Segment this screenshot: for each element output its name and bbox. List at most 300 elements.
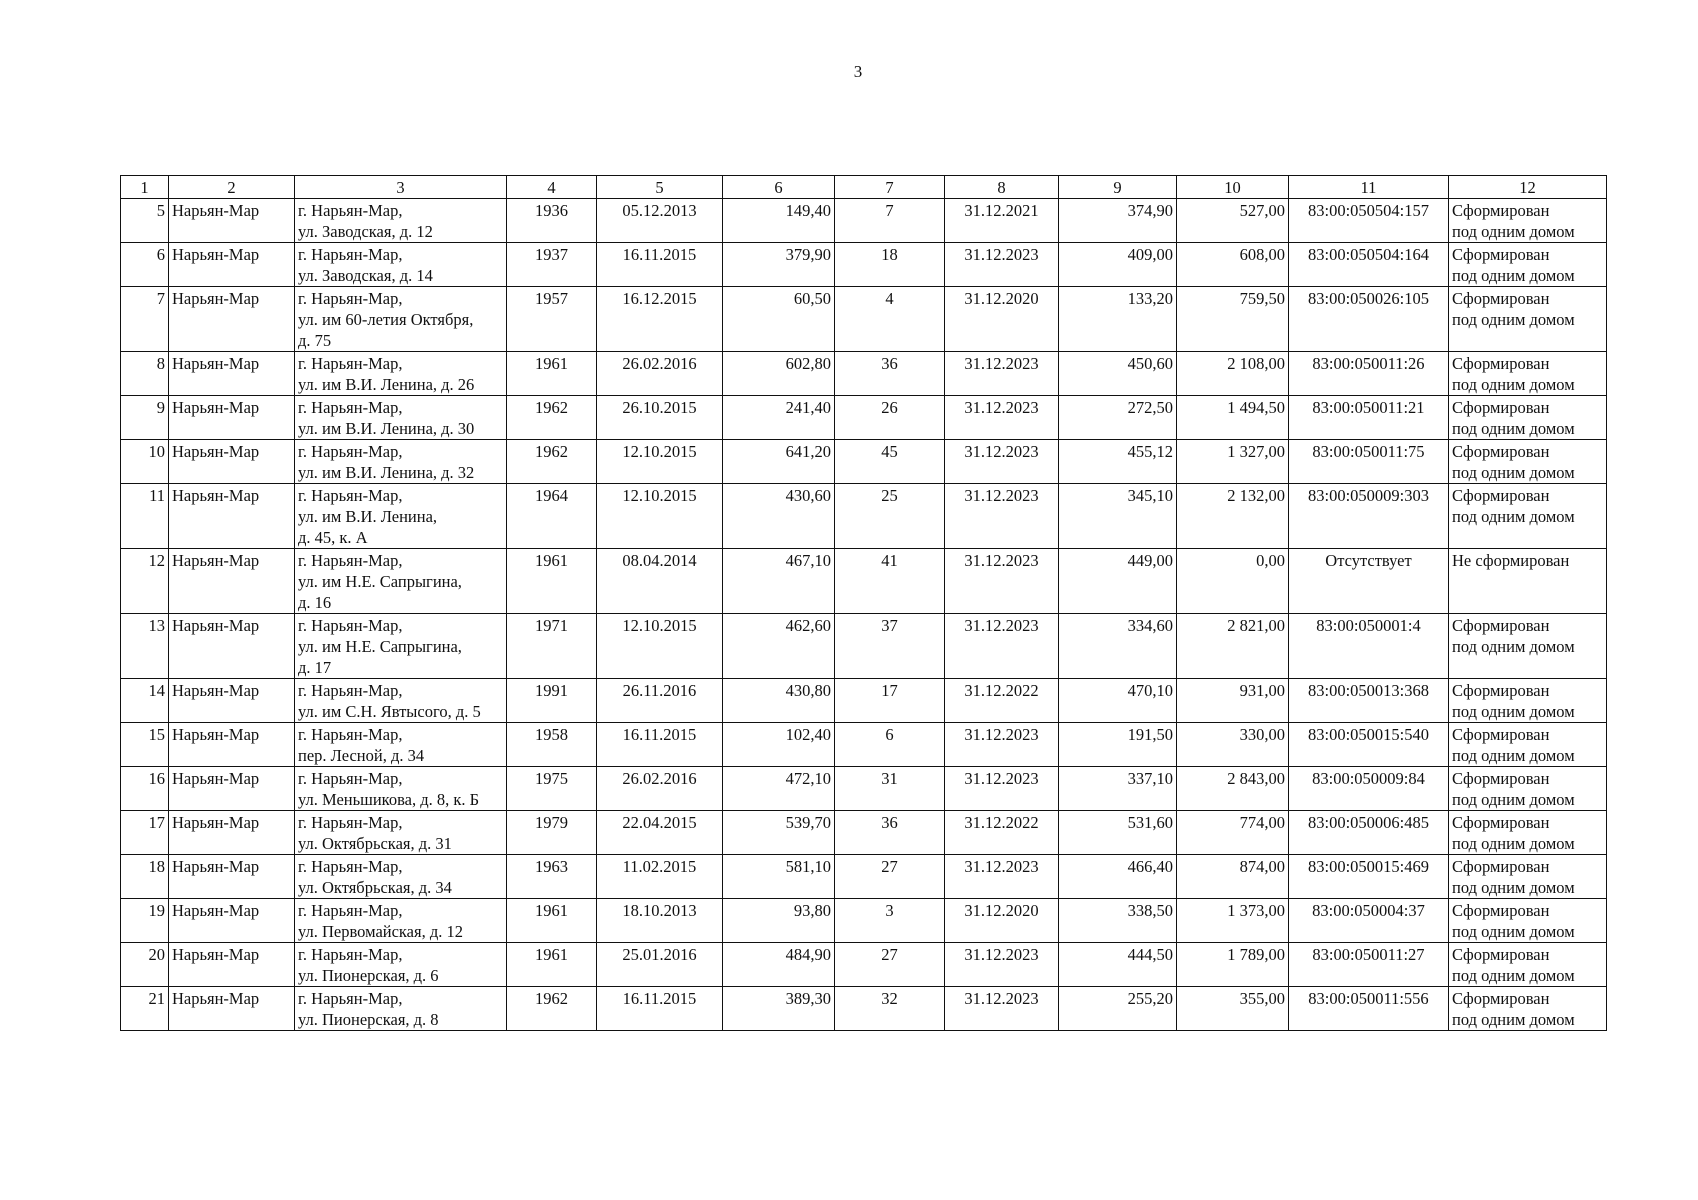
- cadastral-number-cell: 83:00:050001:4: [1289, 614, 1449, 679]
- status-cell-line: Не сформирован: [1452, 551, 1570, 570]
- table-row: [121, 243, 1607, 287]
- year-built-cell: 1962: [507, 440, 597, 484]
- address-cell: [295, 679, 507, 723]
- address-cell-line: г. Нарьян-Мар,: [298, 245, 403, 264]
- cadastral-number-cell: 83:00:050011:26: [1289, 352, 1449, 396]
- land-area-cell: 330,00: [1177, 723, 1289, 767]
- land-area-cell: 355,00: [1177, 987, 1289, 1031]
- cadastral-number-cell: 83:00:050006:485: [1289, 811, 1449, 855]
- status-cell-line: под одним домом: [1452, 1010, 1575, 1029]
- address-cell-line: ул. им С.Н. Явтысого, д. 5: [298, 702, 481, 721]
- settlement-cell: Нарьян-Мар: [169, 723, 295, 767]
- address-cell-line: г. Нарьян-Мар,: [298, 398, 403, 417]
- column-header-11: 11: [1289, 176, 1449, 199]
- status-cell-line: под одним домом: [1452, 746, 1575, 765]
- status-cell-line: Сформирован: [1452, 616, 1550, 635]
- column-header-7: 7: [835, 176, 945, 199]
- address-cell-line: ул. им Н.Е. Сапрыгина,: [298, 572, 462, 591]
- address-cell-line: ул. Первомайская, д. 12: [298, 922, 463, 941]
- column-header-8: 8: [945, 176, 1059, 199]
- area-cell: 241,40: [723, 396, 835, 440]
- address-cell-line: д. 17: [298, 658, 332, 677]
- address-cell-line: д. 16: [298, 593, 332, 612]
- table-row: [121, 287, 1607, 352]
- column-header-10: 10: [1177, 176, 1289, 199]
- status-cell: [1449, 723, 1607, 767]
- settlement-cell: Нарьян-Мар: [169, 396, 295, 440]
- year-built-cell: 1991: [507, 679, 597, 723]
- address-cell-line: ул. им 60-летия Октября,: [298, 310, 474, 329]
- settlement-cell: Нарьян-Мар: [169, 679, 295, 723]
- year-built-cell: 1957: [507, 287, 597, 352]
- year-built-cell: 1961: [507, 352, 597, 396]
- cadastral-number-cell: 83:00:050011:27: [1289, 943, 1449, 987]
- deadline-cell: 31.12.2023: [945, 484, 1059, 549]
- settlement-cell: Нарьян-Мар: [169, 484, 295, 549]
- address-cell-line: г. Нарьян-Мар,: [298, 989, 403, 1008]
- address-cell-line: г. Нарьян-Мар,: [298, 681, 403, 700]
- status-cell-line: Сформирован: [1452, 769, 1550, 788]
- address-cell: [295, 243, 507, 287]
- count-cell: 36: [835, 352, 945, 396]
- table-row: [121, 723, 1607, 767]
- year-built-cell: 1975: [507, 767, 597, 811]
- address-cell-line: ул. Пионерская, д. 8: [298, 1010, 439, 1029]
- housing-registry-table: [120, 175, 1607, 1031]
- date-cell: 11.02.2015: [597, 855, 723, 899]
- land-area-cell: 931,00: [1177, 679, 1289, 723]
- count-cell: 45: [835, 440, 945, 484]
- area-total-cell: 133,20: [1059, 287, 1177, 352]
- date-cell: 16.11.2015: [597, 723, 723, 767]
- address-cell-line: ул. им В.И. Ленина, д. 30: [298, 419, 475, 438]
- table-header: [121, 176, 1607, 199]
- year-built-cell: 1971: [507, 614, 597, 679]
- address-cell: [295, 767, 507, 811]
- table-body: [121, 199, 1607, 1031]
- address-cell-line: ул. им Н.Е. Сапрыгина,: [298, 637, 462, 656]
- date-cell: 12.10.2015: [597, 440, 723, 484]
- status-cell-line: Сформирован: [1452, 857, 1550, 876]
- table-row: [121, 943, 1607, 987]
- row-number: 6: [121, 243, 169, 287]
- area-cell: 467,10: [723, 549, 835, 614]
- status-cell: [1449, 352, 1607, 396]
- year-built-cell: 1937: [507, 243, 597, 287]
- date-cell: 16.12.2015: [597, 287, 723, 352]
- deadline-cell: 31.12.2023: [945, 549, 1059, 614]
- area-total-cell: 255,20: [1059, 987, 1177, 1031]
- status-cell-line: под одним домом: [1452, 310, 1575, 329]
- page-number: 3: [853, 62, 863, 81]
- deadline-cell: 31.12.2022: [945, 679, 1059, 723]
- area-cell: 581,10: [723, 855, 835, 899]
- column-header-5: 5: [597, 176, 723, 199]
- area-total-cell: 338,50: [1059, 899, 1177, 943]
- status-cell-line: Сформирован: [1452, 945, 1550, 964]
- area-total-cell: 374,90: [1059, 199, 1177, 243]
- status-cell-line: под одним домом: [1452, 222, 1575, 241]
- land-area-cell: 608,00: [1177, 243, 1289, 287]
- cadastral-number-cell: 83:00:050011:556: [1289, 987, 1449, 1031]
- status-cell: [1449, 767, 1607, 811]
- area-cell: 430,80: [723, 679, 835, 723]
- settlement-cell: Нарьян-Мар: [169, 767, 295, 811]
- area-total-cell: 466,40: [1059, 855, 1177, 899]
- cadastral-number-cell: 83:00:050009:303: [1289, 484, 1449, 549]
- deadline-cell: 31.12.2023: [945, 614, 1059, 679]
- count-cell: 27: [835, 943, 945, 987]
- count-cell: 4: [835, 287, 945, 352]
- land-area-cell: 1 789,00: [1177, 943, 1289, 987]
- row-number: 7: [121, 287, 169, 352]
- count-cell: 27: [835, 855, 945, 899]
- cadastral-number-cell: 83:00:050011:21: [1289, 396, 1449, 440]
- cadastral-number-cell: Отсутствует: [1289, 549, 1449, 614]
- area-cell: 60,50: [723, 287, 835, 352]
- area-cell: 102,40: [723, 723, 835, 767]
- cadastral-number-cell: 83:00:050004:37: [1289, 899, 1449, 943]
- status-cell-line: Сформирован: [1452, 486, 1550, 505]
- address-cell-line: г. Нарьян-Мар,: [298, 442, 403, 461]
- status-cell-line: под одним домом: [1452, 419, 1575, 438]
- status-cell-line: Сформирован: [1452, 989, 1550, 1008]
- table-row: [121, 855, 1607, 899]
- land-area-cell: 1 327,00: [1177, 440, 1289, 484]
- column-header-1: 1: [121, 176, 169, 199]
- settlement-cell: Нарьян-Мар: [169, 987, 295, 1031]
- status-cell: [1449, 243, 1607, 287]
- date-cell: 22.04.2015: [597, 811, 723, 855]
- area-cell: 462,60: [723, 614, 835, 679]
- land-area-cell: 759,50: [1177, 287, 1289, 352]
- count-cell: 36: [835, 811, 945, 855]
- count-cell: 3: [835, 899, 945, 943]
- count-cell: 7: [835, 199, 945, 243]
- status-cell-line: Сформирован: [1452, 901, 1550, 920]
- cadastral-number-cell: 83:00:050015:540: [1289, 723, 1449, 767]
- address-cell-line: ул. Заводская, д. 14: [298, 266, 433, 285]
- address-cell-line: г. Нарьян-Мар,: [298, 551, 403, 570]
- area-cell: 93,80: [723, 899, 835, 943]
- status-cell: [1449, 396, 1607, 440]
- area-total-cell: 272,50: [1059, 396, 1177, 440]
- status-cell: [1449, 440, 1607, 484]
- address-cell: [295, 943, 507, 987]
- date-cell: 18.10.2013: [597, 899, 723, 943]
- address-cell-line: ул. им В.И. Ленина, д. 26: [298, 375, 475, 394]
- date-cell: 26.02.2016: [597, 352, 723, 396]
- status-cell-line: под одним домом: [1452, 966, 1575, 985]
- deadline-cell: 31.12.2023: [945, 396, 1059, 440]
- address-cell-line: г. Нарьян-Мар,: [298, 901, 403, 920]
- status-cell: [1449, 855, 1607, 899]
- table-row: [121, 899, 1607, 943]
- row-number: 18: [121, 855, 169, 899]
- status-cell-line: Сформирован: [1452, 289, 1550, 308]
- date-cell: 12.10.2015: [597, 614, 723, 679]
- row-number: 5: [121, 199, 169, 243]
- address-cell: [295, 855, 507, 899]
- row-number: 9: [121, 396, 169, 440]
- year-built-cell: 1936: [507, 199, 597, 243]
- address-cell: [295, 440, 507, 484]
- area-cell: 430,60: [723, 484, 835, 549]
- address-cell: [295, 723, 507, 767]
- cadastral-number-cell: 83:00:050011:75: [1289, 440, 1449, 484]
- table-row: [121, 352, 1607, 396]
- status-cell-line: под одним домом: [1452, 702, 1575, 721]
- area-cell: 484,90: [723, 943, 835, 987]
- status-cell-line: Сформирован: [1452, 442, 1550, 461]
- cadastral-number-cell: 83:00:050504:157: [1289, 199, 1449, 243]
- row-number: 11: [121, 484, 169, 549]
- status-cell: [1449, 899, 1607, 943]
- address-cell-line: г. Нарьян-Мар,: [298, 486, 403, 505]
- status-cell-line: Сформирован: [1452, 725, 1550, 744]
- status-cell-line: под одним домом: [1452, 878, 1575, 897]
- year-built-cell: 1963: [507, 855, 597, 899]
- year-built-cell: 1961: [507, 549, 597, 614]
- settlement-cell: Нарьян-Мар: [169, 811, 295, 855]
- table-row: [121, 440, 1607, 484]
- table-row: [121, 549, 1607, 614]
- cadastral-number-cell: 83:00:050013:368: [1289, 679, 1449, 723]
- row-number: 21: [121, 987, 169, 1031]
- table-row: [121, 484, 1607, 549]
- land-area-cell: 2 843,00: [1177, 767, 1289, 811]
- status-cell-line: под одним домом: [1452, 463, 1575, 482]
- area-cell: 379,90: [723, 243, 835, 287]
- land-area-cell: 874,00: [1177, 855, 1289, 899]
- status-cell-line: Сформирован: [1452, 398, 1550, 417]
- area-cell: 641,20: [723, 440, 835, 484]
- land-area-cell: 527,00: [1177, 199, 1289, 243]
- count-cell: 26: [835, 396, 945, 440]
- row-number: 13: [121, 614, 169, 679]
- status-cell: [1449, 679, 1607, 723]
- area-total-cell: 345,10: [1059, 484, 1177, 549]
- land-area-cell: 1 494,50: [1177, 396, 1289, 440]
- settlement-cell: Нарьян-Мар: [169, 549, 295, 614]
- area-total-cell: 191,50: [1059, 723, 1177, 767]
- deadline-cell: 31.12.2022: [945, 811, 1059, 855]
- status-cell: [1449, 484, 1607, 549]
- count-cell: 25: [835, 484, 945, 549]
- address-cell-line: пер. Лесной, д. 34: [298, 746, 425, 765]
- deadline-cell: 31.12.2023: [945, 243, 1059, 287]
- settlement-cell: Нарьян-Мар: [169, 614, 295, 679]
- column-header-6: 6: [723, 176, 835, 199]
- area-total-cell: 450,60: [1059, 352, 1177, 396]
- settlement-cell: Нарьян-Мар: [169, 440, 295, 484]
- settlement-cell: Нарьян-Мар: [169, 199, 295, 243]
- cadastral-number-cell: 83:00:050015:469: [1289, 855, 1449, 899]
- address-cell-line: ул. Октябрьская, д. 34: [298, 878, 452, 897]
- area-total-cell: 449,00: [1059, 549, 1177, 614]
- status-cell-line: под одним домом: [1452, 790, 1575, 809]
- row-number: 10: [121, 440, 169, 484]
- date-cell: 26.10.2015: [597, 396, 723, 440]
- deadline-cell: 31.12.2023: [945, 943, 1059, 987]
- address-cell-line: г. Нарьян-Мар,: [298, 201, 403, 220]
- address-cell: [295, 987, 507, 1031]
- address-cell-line: ул. им В.И. Ленина,: [298, 507, 438, 526]
- date-cell: 25.01.2016: [597, 943, 723, 987]
- address-cell-line: г. Нарьян-Мар,: [298, 354, 403, 373]
- address-cell: [295, 811, 507, 855]
- status-cell-line: под одним домом: [1452, 507, 1575, 526]
- area-total-cell: 409,00: [1059, 243, 1177, 287]
- table-row: [121, 679, 1607, 723]
- deadline-cell: 31.12.2023: [945, 723, 1059, 767]
- row-number: 12: [121, 549, 169, 614]
- column-header-12: 12: [1449, 176, 1607, 199]
- address-cell-line: г. Нарьян-Мар,: [298, 769, 403, 788]
- count-cell: 37: [835, 614, 945, 679]
- column-header-3: 3: [295, 176, 507, 199]
- status-cell-line: под одним домом: [1452, 375, 1575, 394]
- cadastral-number-cell: 83:00:050009:84: [1289, 767, 1449, 811]
- table-row: [121, 811, 1607, 855]
- year-built-cell: 1979: [507, 811, 597, 855]
- settlement-cell: Нарьян-Мар: [169, 943, 295, 987]
- column-header-9: 9: [1059, 176, 1177, 199]
- land-area-cell: 1 373,00: [1177, 899, 1289, 943]
- area-cell: 149,40: [723, 199, 835, 243]
- row-number: 17: [121, 811, 169, 855]
- status-cell: [1449, 614, 1607, 679]
- address-cell: [295, 199, 507, 243]
- address-cell-line: г. Нарьян-Мар,: [298, 857, 403, 876]
- address-cell: [295, 614, 507, 679]
- land-area-cell: 774,00: [1177, 811, 1289, 855]
- address-cell-line: д. 45, к. А: [298, 528, 368, 547]
- deadline-cell: 31.12.2023: [945, 352, 1059, 396]
- header-row: [121, 176, 1607, 199]
- year-built-cell: 1958: [507, 723, 597, 767]
- count-cell: 41: [835, 549, 945, 614]
- date-cell: 26.11.2016: [597, 679, 723, 723]
- row-number: 16: [121, 767, 169, 811]
- land-area-cell: 2 132,00: [1177, 484, 1289, 549]
- address-cell-line: г. Нарьян-Мар,: [298, 813, 403, 832]
- status-cell: [1449, 199, 1607, 243]
- land-area-cell: 0,00: [1177, 549, 1289, 614]
- address-cell-line: г. Нарьян-Мар,: [298, 289, 403, 308]
- settlement-cell: Нарьян-Мар: [169, 855, 295, 899]
- date-cell: 16.11.2015: [597, 243, 723, 287]
- count-cell: 6: [835, 723, 945, 767]
- address-cell-line: ул. Меньшикова, д. 8, к. Б: [298, 790, 480, 809]
- deadline-cell: 31.12.2023: [945, 767, 1059, 811]
- area-total-cell: 531,60: [1059, 811, 1177, 855]
- table-row: [121, 614, 1607, 679]
- count-cell: 32: [835, 987, 945, 1031]
- area-total-cell: 334,60: [1059, 614, 1177, 679]
- count-cell: 18: [835, 243, 945, 287]
- area-total-cell: 444,50: [1059, 943, 1177, 987]
- address-cell-line: д. 75: [298, 331, 332, 350]
- column-header-2: 2: [169, 176, 295, 199]
- status-cell-line: под одним домом: [1452, 922, 1575, 941]
- area-cell: 539,70: [723, 811, 835, 855]
- table-row: [121, 987, 1607, 1031]
- address-cell: [295, 549, 507, 614]
- table-row: [121, 199, 1607, 243]
- area-cell: 389,30: [723, 987, 835, 1031]
- address-cell-line: ул. Пионерская, д. 6: [298, 966, 439, 985]
- date-cell: 08.04.2014: [597, 549, 723, 614]
- cadastral-number-cell: 83:00:050504:164: [1289, 243, 1449, 287]
- address-cell-line: ул. им В.И. Ленина, д. 32: [298, 463, 475, 482]
- date-cell: 16.11.2015: [597, 987, 723, 1031]
- column-header-4: 4: [507, 176, 597, 199]
- address-cell-line: ул. Заводская, д. 12: [298, 222, 433, 241]
- deadline-cell: 31.12.2023: [945, 440, 1059, 484]
- count-cell: 31: [835, 767, 945, 811]
- status-cell-line: под одним домом: [1452, 637, 1575, 656]
- status-cell-line: Сформирован: [1452, 681, 1550, 700]
- area-total-cell: 455,12: [1059, 440, 1177, 484]
- address-cell: [295, 352, 507, 396]
- status-cell-line: Сформирован: [1452, 201, 1550, 220]
- deadline-cell: 31.12.2023: [945, 855, 1059, 899]
- status-cell-line: под одним домом: [1452, 834, 1575, 853]
- land-area-cell: 2 821,00: [1177, 614, 1289, 679]
- address-cell-line: г. Нарьян-Мар,: [298, 616, 403, 635]
- status-cell-line: Сформирован: [1452, 354, 1550, 373]
- row-number: 19: [121, 899, 169, 943]
- year-built-cell: 1962: [507, 396, 597, 440]
- address-cell-line: г. Нарьян-Мар,: [298, 945, 403, 964]
- status-cell-line: Сформирован: [1452, 813, 1550, 832]
- address-cell: [295, 287, 507, 352]
- area-cell: 602,80: [723, 352, 835, 396]
- area-cell: 472,10: [723, 767, 835, 811]
- area-total-cell: 337,10: [1059, 767, 1177, 811]
- status-cell: [1449, 287, 1607, 352]
- deadline-cell: 31.12.2023: [945, 987, 1059, 1031]
- row-number: 20: [121, 943, 169, 987]
- status-cell: [1449, 811, 1607, 855]
- year-built-cell: 1964: [507, 484, 597, 549]
- date-cell: 05.12.2013: [597, 199, 723, 243]
- address-cell: [295, 484, 507, 549]
- settlement-cell: Нарьян-Мар: [169, 899, 295, 943]
- status-cell: [1449, 987, 1607, 1031]
- cadastral-number-cell: 83:00:050026:105: [1289, 287, 1449, 352]
- row-number: 14: [121, 679, 169, 723]
- address-cell-line: г. Нарьян-Мар,: [298, 725, 403, 744]
- year-built-cell: 1962: [507, 987, 597, 1031]
- land-area-cell: 2 108,00: [1177, 352, 1289, 396]
- count-cell: 17: [835, 679, 945, 723]
- settlement-cell: Нарьян-Мар: [169, 243, 295, 287]
- row-number: 15: [121, 723, 169, 767]
- table-row: [121, 767, 1607, 811]
- year-built-cell: 1961: [507, 899, 597, 943]
- date-cell: 12.10.2015: [597, 484, 723, 549]
- address-cell: [295, 899, 507, 943]
- row-number: 8: [121, 352, 169, 396]
- date-cell: 26.02.2016: [597, 767, 723, 811]
- settlement-cell: Нарьян-Мар: [169, 352, 295, 396]
- address-cell-line: ул. Октябрьская, д. 31: [298, 834, 452, 853]
- status-cell-line: Сформирован: [1452, 245, 1550, 264]
- status-cell-line: под одним домом: [1452, 266, 1575, 285]
- address-cell: [295, 396, 507, 440]
